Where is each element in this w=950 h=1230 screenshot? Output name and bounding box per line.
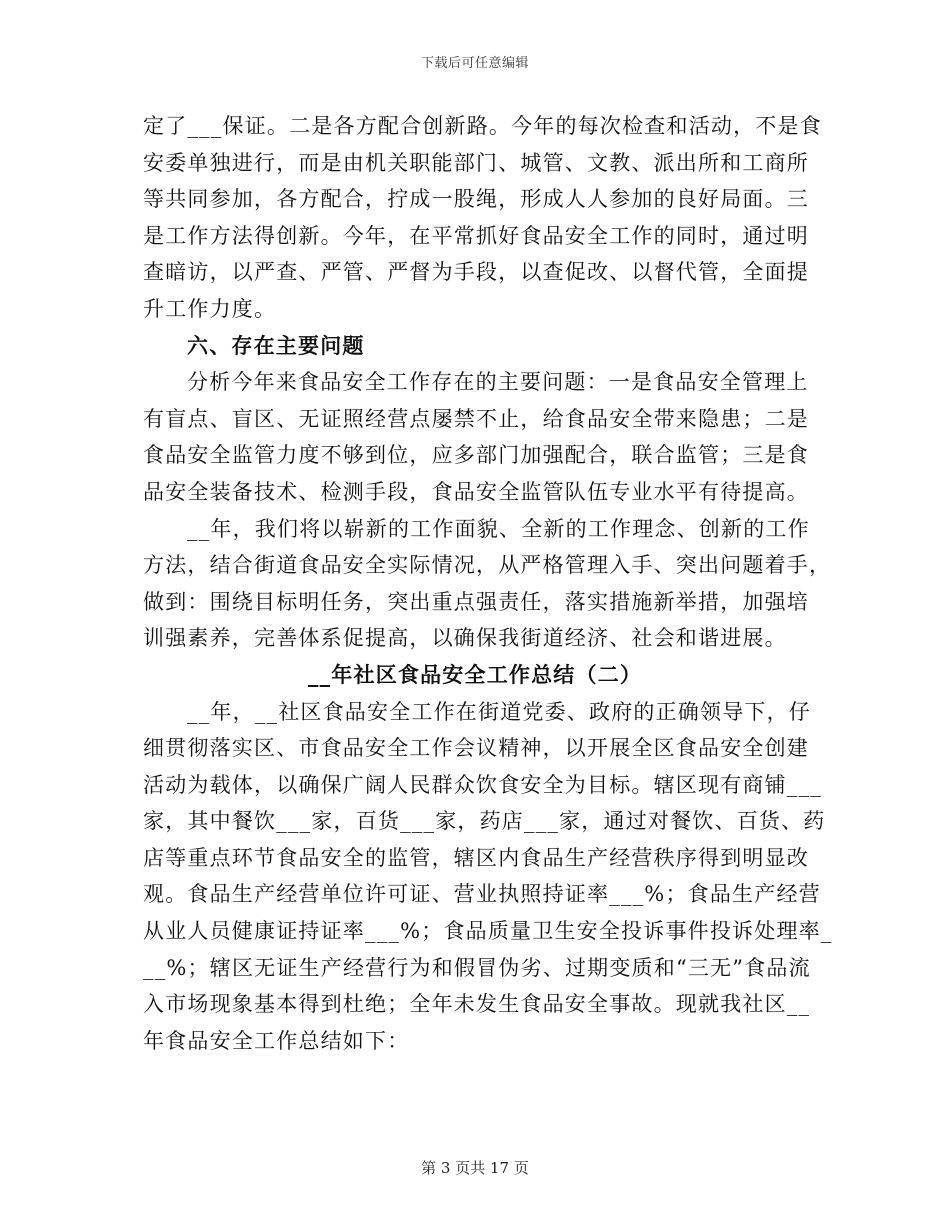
- paragraph-line: 观。食品生产经营单位许可证、营业执照持证率___%；食品生产经营: [143, 882, 821, 907]
- paragraph-line: 入市场现象基本得到杜绝；全年未发生食品安全事故。现就我社区__: [143, 992, 811, 1017]
- paragraph-line: 活动为载体，以确保广阔人民群众饮食安全为目标。辖区现有商铺___: [143, 772, 822, 797]
- paragraph-line: 细贯彻落实区、市食品安全工作会议精神，以开展全区食品安全创建: [143, 736, 809, 761]
- document-body: [143, 108, 833, 1059]
- paragraph-line: 店等重点环节食品安全的监管，辖区内食品生产经营秩序得到明显改: [143, 845, 809, 870]
- paragraph-line: 有盲点、盲区、无证照经营点屡禁不止，给食品安全带来隐患；二是: [143, 406, 809, 431]
- paragraph-line: 定了___保证。二是各方配合创新路。今年的每次检查和活动，不是食: [143, 114, 822, 138]
- paragraph-line: 分析今年来食品安全工作存在的主要问题：一是食品安全管理上: [187, 370, 809, 395]
- paragraph-line: 训强素养，完善体系促提高，以确保我街道经济、社会和谐进展。: [143, 626, 787, 651]
- paragraph-line: __年，__社区食品安全工作在街道党委、政府的正确领导下，仔: [187, 699, 811, 724]
- page-header-note: 下载后可任意编辑: [420, 56, 529, 71]
- page-number-footer: 第 3 页共 17 页: [421, 1159, 529, 1177]
- paragraph-line: 从业人员健康证持证率___%；食品质量卫生安全投诉事件投诉处理率_: [143, 919, 833, 944]
- paragraph-line: 品安全装备技术、检测手段，食品安全监管队伍专业水平有待提高。: [143, 479, 809, 504]
- paragraph-line: 升工作力度。: [143, 296, 277, 321]
- paragraph-line: 方法，结合街道食品安全实际情况，从严格管理入手、突出问题着手，: [143, 553, 832, 578]
- paragraph-line: __年，我们将以崭新的工作面貌、全新的工作理念、创新的工作: [187, 516, 810, 541]
- paragraph-line: 查暗访，以严查、严管、严督为手段，以查促改、以督代管，全面提: [143, 260, 809, 285]
- paragraph-line: 家，其中餐饮___家，百货___家，药店___家，通过对餐饮、百货、药: [143, 809, 826, 834]
- paragraph-line: __%；辖区无证生产经营行为和假冒伪劣、过期变质和“三无”食品流: [143, 955, 811, 980]
- paragraph-line: 是工作方法得创新。今年，在平常抓好食品安全工作的同时，通过明: [143, 223, 809, 248]
- paragraph-line: 做到：围绕目标明任务，突出重点强责任，落实措施新举措，加强培: [143, 589, 809, 614]
- paragraph-line: 年食品安全工作总结如下：: [143, 1028, 410, 1053]
- document-section-title: __年社区食品安全工作总结（二）: [307, 661, 643, 687]
- paragraph-line: 等共同参加，各方配合，拧成一股绳，形成人人参加的良好局面。三: [143, 187, 809, 212]
- paragraph-line: 安委单独进行，而是由机关职能部门、城管、文教、派出所和工商所: [143, 150, 809, 175]
- paragraph-line: 食品安全监管力度不够到位，应多部门加强配合，联合监管；三是食: [143, 443, 809, 468]
- section-heading: 六、存在主要问题: [187, 332, 365, 358]
